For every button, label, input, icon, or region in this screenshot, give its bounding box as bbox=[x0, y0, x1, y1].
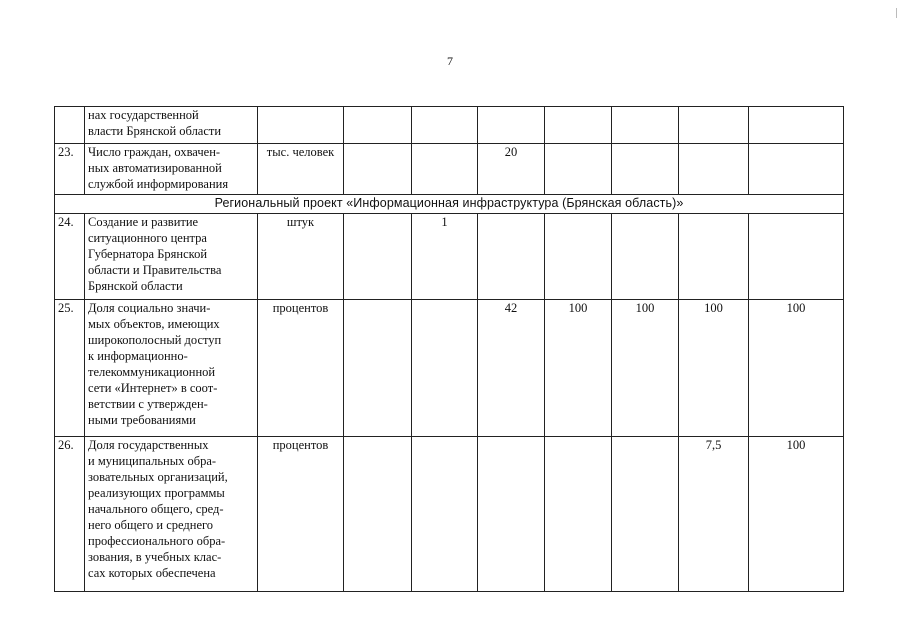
indicator-name-line: Губернатора Брянской bbox=[88, 247, 208, 261]
indicator-name-line: к информационно- bbox=[88, 349, 188, 363]
value-cell bbox=[344, 144, 412, 195]
value-cell bbox=[612, 437, 679, 592]
unit-cell: процентов bbox=[258, 437, 344, 592]
indicator-name-line: и муниципальных обра- bbox=[88, 454, 217, 468]
table-row bbox=[55, 107, 844, 144]
indicator-name-line: сети «Интернет» в соот- bbox=[88, 381, 218, 395]
section-header: Региональный проект «Информационная инфраструктура (Брянская область)» bbox=[55, 195, 844, 214]
indicator-name-line: Доля социально значи- bbox=[88, 301, 211, 315]
value-cell: 20 bbox=[478, 144, 545, 195]
indicators-table bbox=[54, 106, 844, 592]
value-cell bbox=[478, 107, 545, 144]
table-row bbox=[55, 214, 844, 300]
indicator-name-line: ситуационного центра bbox=[88, 231, 207, 245]
value-cell: 42 bbox=[478, 300, 545, 437]
unit-cell: процентов bbox=[258, 300, 344, 437]
value-cell bbox=[612, 144, 679, 195]
table-row bbox=[55, 300, 844, 437]
value-cell bbox=[344, 437, 412, 592]
indicator-name-line: сах которых обеспечена bbox=[88, 566, 216, 580]
indicator-name bbox=[85, 144, 258, 195]
indicator-name bbox=[85, 437, 258, 592]
row-number bbox=[55, 107, 85, 144]
indicator-name-line: службой информирования bbox=[88, 177, 229, 191]
value-cell bbox=[412, 300, 478, 437]
value-cell bbox=[412, 144, 478, 195]
value-cell bbox=[478, 437, 545, 592]
row-number: 23. bbox=[55, 144, 85, 195]
value-cell bbox=[612, 107, 679, 144]
indicator-name-line: Брянской области bbox=[88, 279, 183, 293]
indicator-name bbox=[85, 214, 258, 300]
page-number: 7 bbox=[447, 54, 453, 68]
row-number: 24. bbox=[55, 214, 85, 300]
indicator-name-line: широкополосный доступ bbox=[88, 333, 222, 347]
unit-cell: штук bbox=[258, 214, 344, 300]
indicator-name-line: профессионального обра- bbox=[88, 534, 226, 548]
value-cell bbox=[749, 107, 844, 144]
value-cell bbox=[344, 214, 412, 300]
value-cell: 1 bbox=[412, 214, 478, 300]
indicator-name-line: нах государственной bbox=[88, 108, 199, 122]
indicator-name-line: реализующих программы bbox=[88, 486, 225, 500]
value-cell bbox=[679, 144, 749, 195]
indicator-name-line: ветствии с утвержден- bbox=[88, 397, 208, 411]
value-cell bbox=[478, 214, 545, 300]
value-cell bbox=[545, 437, 612, 592]
value-cell bbox=[749, 144, 844, 195]
value-cell bbox=[412, 437, 478, 592]
table-row bbox=[55, 144, 844, 195]
value-cell: 7,5 bbox=[679, 437, 749, 592]
indicator-name-line: ными требованиями bbox=[88, 413, 196, 427]
value-cell bbox=[749, 214, 844, 300]
value-cell bbox=[545, 107, 612, 144]
value-cell bbox=[679, 107, 749, 144]
section-header-row bbox=[55, 195, 844, 214]
unit-cell bbox=[258, 107, 344, 144]
value-cell bbox=[679, 214, 749, 300]
indicator-name-line: Создание и развитие bbox=[88, 215, 199, 229]
indicator-name-line: области и Правительства bbox=[88, 263, 222, 277]
indicator-name bbox=[85, 300, 258, 437]
indicator-name-line: Доля государственных bbox=[88, 438, 209, 452]
indicator-name bbox=[85, 107, 258, 144]
value-cell: 100 bbox=[749, 437, 844, 592]
value-cell bbox=[545, 144, 612, 195]
indicator-name-line: зовательных организаций, bbox=[88, 470, 228, 484]
indicator-name-line: мых объектов, имеющих bbox=[88, 317, 220, 331]
indicator-name-line: власти Брянской области bbox=[88, 124, 222, 138]
unit-cell: тыс. человек bbox=[258, 144, 344, 195]
indicator-name-line: начального общего, сред- bbox=[88, 502, 224, 516]
indicator-name-line: зования, в учебных клас- bbox=[88, 550, 222, 564]
row-number: 26. bbox=[55, 437, 85, 592]
value-cell: 100 bbox=[612, 300, 679, 437]
value-cell bbox=[344, 107, 412, 144]
value-cell: 100 bbox=[545, 300, 612, 437]
indicator-name-line: телекоммуникационной bbox=[88, 365, 216, 379]
table-row bbox=[55, 437, 844, 592]
value-cell bbox=[545, 214, 612, 300]
value-cell bbox=[412, 107, 478, 144]
indicator-name-line: ных автоматизированной bbox=[88, 161, 222, 175]
indicator-name-line: Число граждан, охвачен- bbox=[88, 145, 221, 159]
value-cell: 100 bbox=[679, 300, 749, 437]
scan-edge-mark bbox=[896, 8, 897, 18]
value-cell bbox=[612, 214, 679, 300]
row-number: 25. bbox=[55, 300, 85, 437]
indicator-name-line: него общего и среднего bbox=[88, 518, 214, 532]
value-cell: 100 bbox=[749, 300, 844, 437]
value-cell bbox=[344, 300, 412, 437]
